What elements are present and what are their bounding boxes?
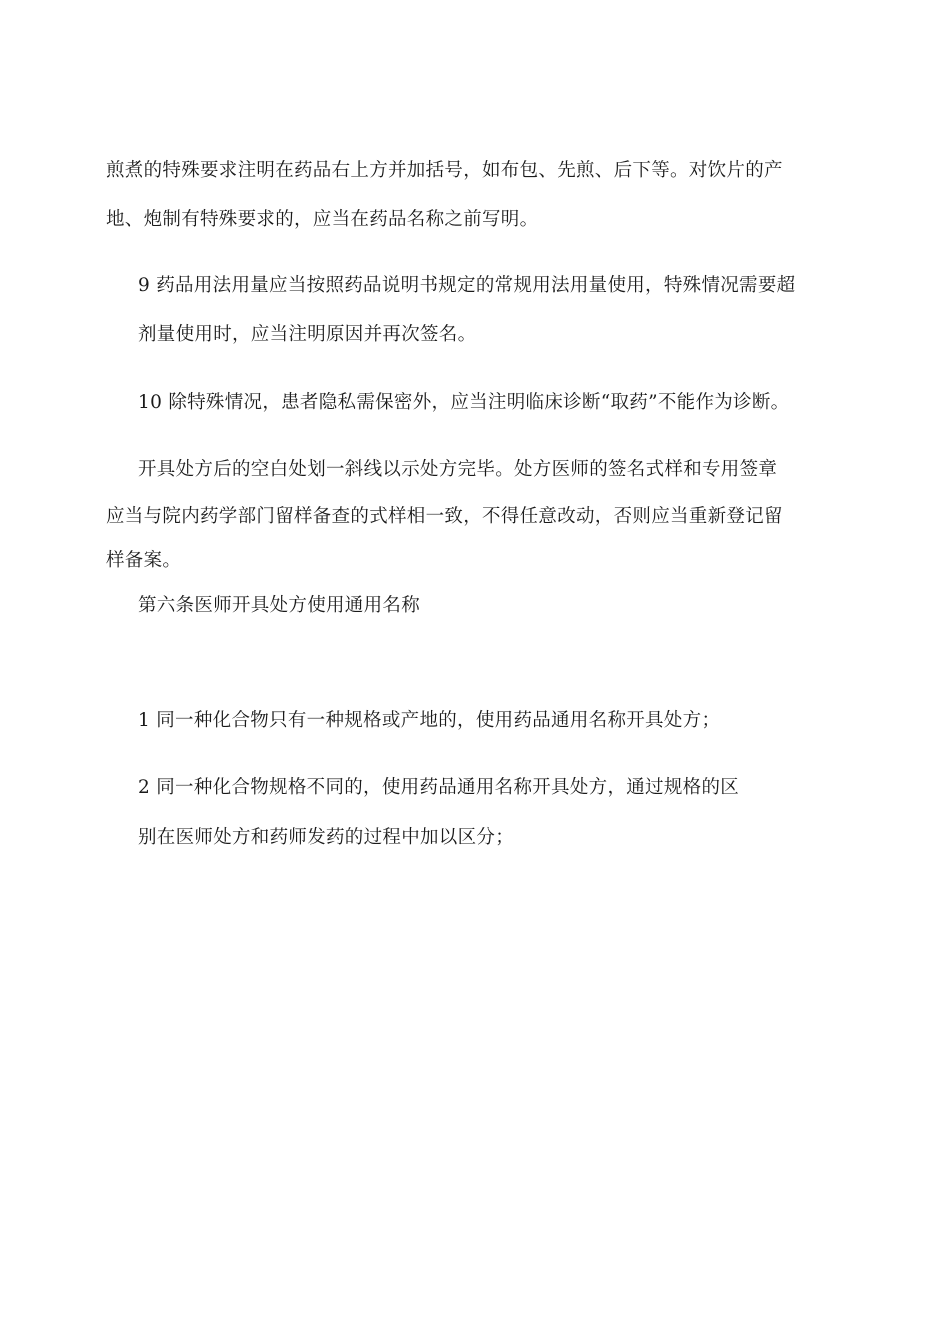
paragraph-line: 煎煮的特殊要求注明在药品右上方并加括号，如布包、先煎、后下等。对饮片的产 bbox=[106, 160, 783, 181]
section-heading: 第六条医师开具处方使用通用名称 bbox=[138, 595, 421, 616]
paragraph-line: 应当与院内药学部门留样备查的式样相一致，不得任意改动，否则应当重新登记留 bbox=[106, 506, 783, 527]
paragraph-line: 别在医师处方和药师发药的过程中加以区分； bbox=[138, 827, 515, 848]
paragraph-line: 剂量使用时，应当注明原因并再次签名。 bbox=[138, 324, 477, 345]
paragraph-line: 地、炮制有特殊要求的，应当在药品名称之前写明。 bbox=[106, 209, 539, 230]
paragraph-line: 样备案。 bbox=[106, 550, 182, 571]
paragraph-line: 1 同一种化合物只有一种规格或产地的，使用药品通用名称开具处方； bbox=[138, 710, 721, 731]
paragraph-line: 开具处方后的空白处划一斜线以示处方完毕。处方医师的签名式样和专用签章 bbox=[138, 459, 778, 480]
paragraph-line: 10 除特殊情况，患者隐私需保密外，应当注明临床诊断“取药”不能作为诊断。 bbox=[138, 392, 790, 413]
paragraph-line: 2 同一种化合物规格不同的，使用药品通用名称开具处方，通过规格的区 bbox=[138, 777, 740, 798]
paragraph-line: 9 药品用法用量应当按照药品说明书规定的常规用法用量使用，特殊情况需要超 bbox=[138, 275, 796, 296]
